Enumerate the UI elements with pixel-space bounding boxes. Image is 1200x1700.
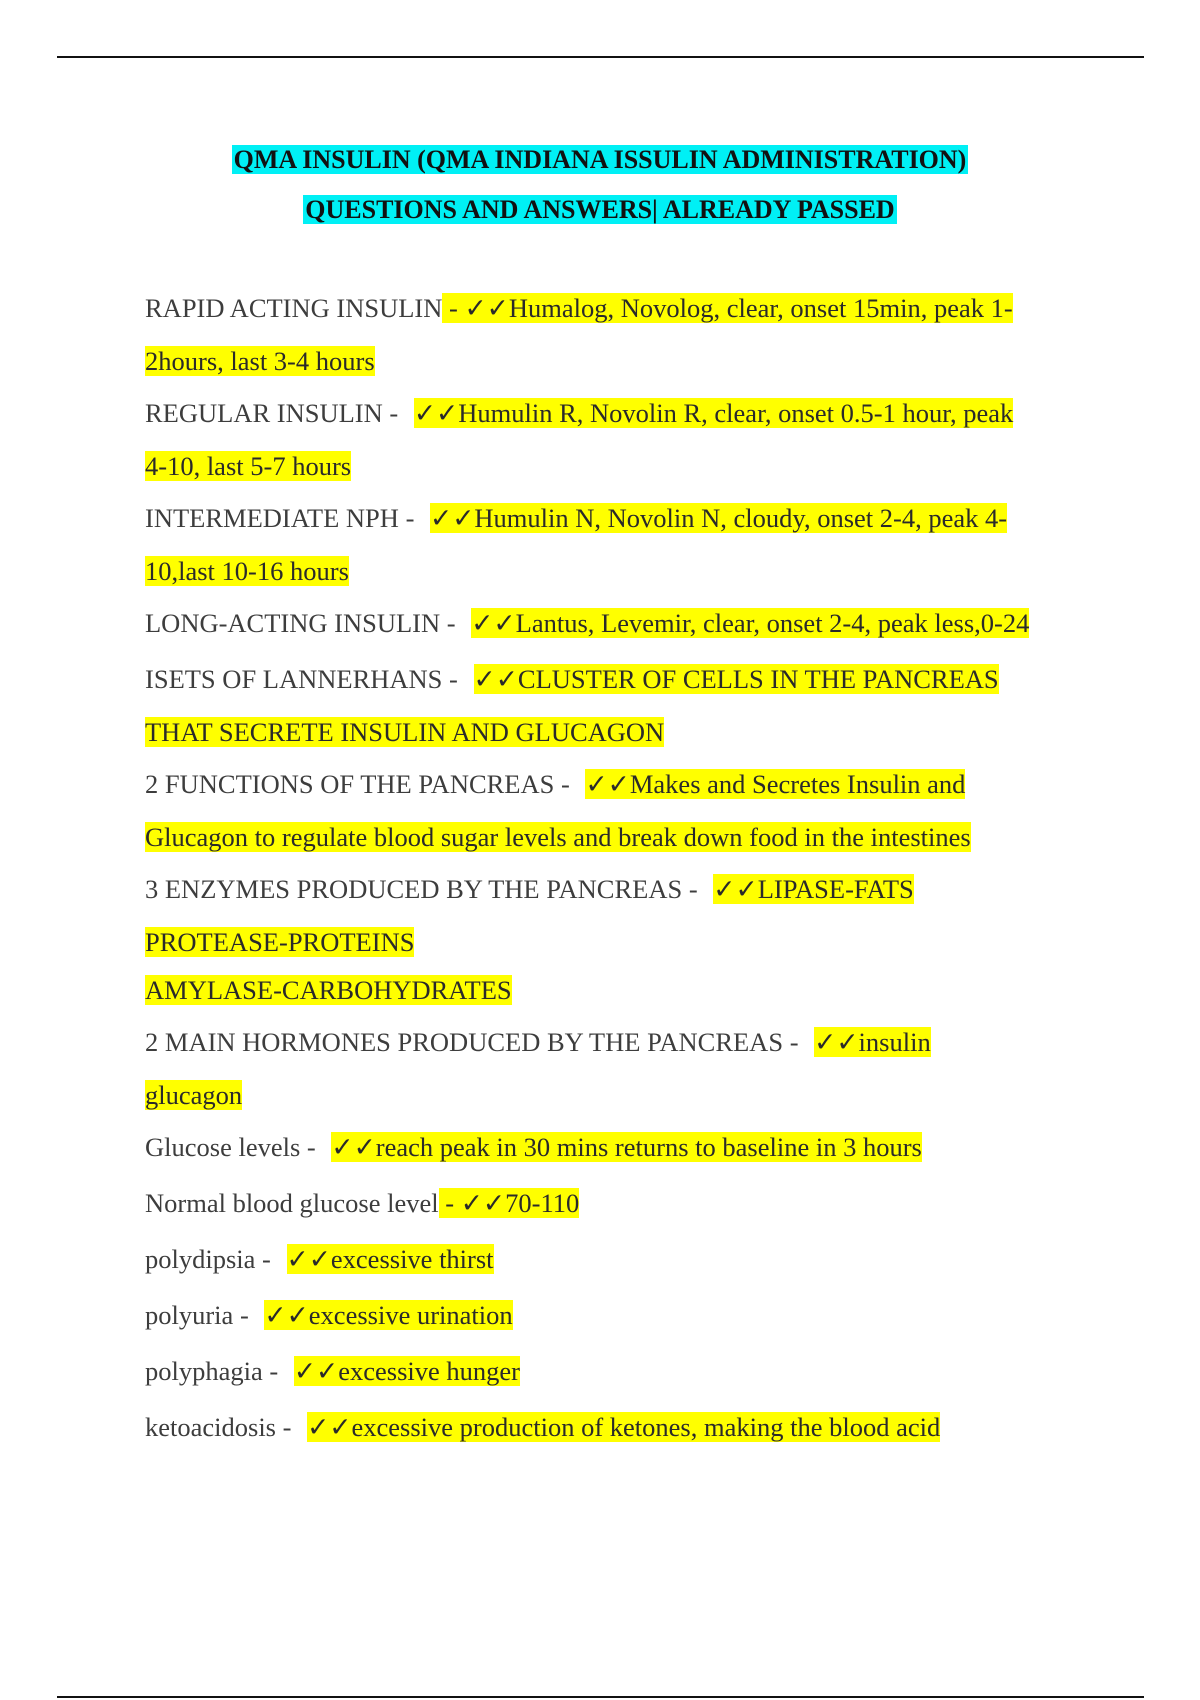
- entry-term: ketoacidosis: [145, 1412, 276, 1442]
- qa-entry-polyphagia: [145, 1351, 1105, 1407]
- entry-answer: ✓✓insulin: [814, 1027, 931, 1057]
- qa-entry-regular: [145, 393, 1105, 498]
- title-line-1: QMA INSULIN (QMA INDIANA ISSULIN ADMINISTRATION): [233, 145, 967, 174]
- qa-entry-intermediate: [145, 498, 1105, 603]
- entry-answer: ✓✓excessive production of ketones, making the blood acid: [307, 1412, 941, 1442]
- qa-entry-glucose-levels: [145, 1127, 1105, 1183]
- entry-separator: -: [783, 1027, 806, 1057]
- qa-entry-pancreas-hormones: [145, 1022, 1105, 1127]
- entry-answer-cont: Glucagon to regulate blood sugar levels and break down food in the intestines: [145, 821, 971, 852]
- entry-separator: -: [255, 1244, 278, 1274]
- entry-answer: ✓✓70-110: [460, 1188, 580, 1218]
- qa-entry-islets: [145, 659, 1105, 764]
- entry-separator: -: [382, 398, 405, 428]
- entry-separator: -: [300, 1132, 323, 1162]
- qa-entry-rapid-acting: [145, 288, 1105, 393]
- entry-answer: ✓✓excessive urination: [264, 1300, 513, 1330]
- entry-answer-cont: 10,last 10-16 hours: [145, 555, 349, 586]
- qa-entry-polyuria: [145, 1295, 1105, 1351]
- entry-term: RAPID ACTING INSULIN: [145, 293, 443, 323]
- entry-answer: ✓✓excessive thirst: [286, 1244, 494, 1274]
- entry-term: INTERMEDIATE NPH: [145, 503, 399, 533]
- entry-separator: -: [440, 608, 463, 638]
- entry-term: ISETS OF LANNERHANS: [145, 664, 443, 694]
- title-line-2: QUESTIONS AND ANSWERS| ALREADY PASSED: [305, 195, 895, 224]
- entry-term: polyphagia: [145, 1356, 263, 1386]
- top-rule: [57, 56, 1144, 58]
- qa-entry-ketoacidosis: [145, 1407, 1105, 1463]
- entry-separator: -: [262, 1356, 285, 1386]
- entry-answer-cont: glucagon: [145, 1079, 243, 1110]
- entry-separator: -: [233, 1300, 256, 1330]
- entry-answer: ✓✓Humulin N, Novolin N, cloudy, onset 2-4, peak 4-: [430, 503, 1008, 533]
- entry-separator: -: [442, 293, 465, 323]
- entry-term: 3 ENZYMES PRODUCED BY THE PANCREAS: [145, 874, 683, 904]
- entry-answer-cont: THAT SECRETE INSULIN AND GLUCAGON: [145, 716, 665, 747]
- entry-answer-cont: 2hours, last 3-4 hours: [145, 345, 375, 376]
- entry-answer-cont: AMYLASE-CARBOHYDRATES: [145, 974, 512, 1005]
- entry-term: 2 FUNCTIONS OF THE PANCREAS: [145, 769, 555, 799]
- qa-list: [145, 288, 1105, 1463]
- entry-separator: -: [442, 664, 465, 694]
- qa-entry-long-acting: [145, 603, 1105, 659]
- entry-separator: -: [398, 503, 422, 533]
- entry-separator: -: [682, 874, 705, 904]
- entry-answer-cont: PROTEASE-PROTEINS: [145, 926, 415, 957]
- entry-term: LONG-ACTING INSULIN: [145, 608, 441, 638]
- entry-answer: ✓✓Humalog, Novolog, clear, onset 15min, peak 1-: [464, 293, 1013, 323]
- entry-term: 2 MAIN HORMONES PRODUCED BY THE PANCREAS: [145, 1027, 784, 1057]
- entry-term: REGULAR INSULIN: [145, 398, 383, 428]
- entry-answer: ✓✓Lantus, Levemir, clear, onset 2-4, peak less,0-24: [471, 608, 1030, 638]
- entry-answer: ✓✓reach peak in 30 mins returns to baseline in 3 hours: [331, 1132, 922, 1162]
- entry-term: Glucose levels: [145, 1132, 301, 1162]
- entry-answer: ✓✓Makes and Secretes Insulin and: [585, 769, 966, 799]
- bottom-rule: [57, 1696, 1144, 1698]
- entry-term: polyuria: [145, 1300, 234, 1330]
- qa-entry-pancreas-functions: [145, 764, 1105, 869]
- entry-separator: -: [438, 1188, 461, 1218]
- document-title: [0, 140, 1200, 240]
- entry-answer: ✓✓excessive hunger: [293, 1356, 520, 1386]
- entry-separator: -: [276, 1412, 299, 1442]
- qa-entry-normal-glucose: [145, 1183, 1105, 1239]
- entry-term: Normal blood glucose level: [145, 1188, 439, 1218]
- entry-separator: -: [554, 769, 577, 799]
- entry-answer-cont: 4-10, last 5-7 hours: [145, 450, 352, 481]
- entry-answer: ✓✓LIPASE-FATS: [713, 874, 914, 904]
- entry-term: polydipsia: [145, 1244, 256, 1274]
- qa-entry-polydipsia: [145, 1239, 1105, 1295]
- qa-entry-pancreas-enzymes: [145, 869, 1105, 1022]
- entry-answer: ✓✓Humulin R, Novolin R, clear, onset 0.5-1 hour, peak: [413, 398, 1014, 428]
- entry-answer: ✓✓CLUSTER OF CELLS IN THE PANCREAS: [473, 664, 999, 694]
